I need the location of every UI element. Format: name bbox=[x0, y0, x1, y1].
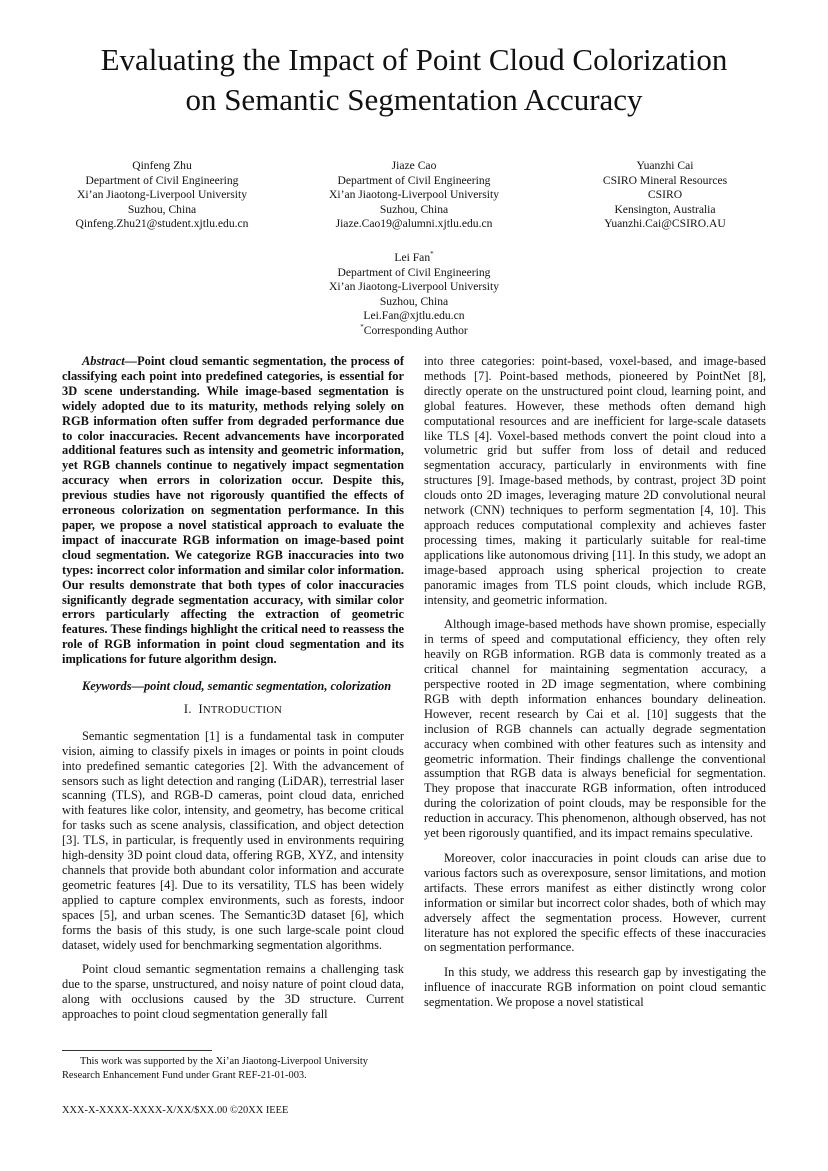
footnote-divider bbox=[62, 1050, 212, 1051]
author-block-4 bbox=[294, 251, 534, 339]
author-block-3 bbox=[545, 159, 785, 232]
paper-title bbox=[40, 40, 788, 120]
author-block-1 bbox=[42, 159, 282, 232]
paragraph: In this study, we address this research gap by investigating the influence of inaccurate RGB information on point cloud semantic segmentation. We propose a novel statistical bbox=[424, 965, 766, 1010]
paragraph: Point cloud semantic segmentation remains a challenging task due to the sparse, unstructured, and noisy nature of point cloud data, along with occlusions caused by the 3D structure. Current approaches to point cloud segmentation generally fall bbox=[62, 962, 404, 1022]
paragraph: Moreover, color inaccuracies in point clouds can arise due to various factors such as overexposure, sensor limitations, and motion artifacts. These errors manifest as either distinctly wrong color information or similar but incorrect color shades, both of which may adversely affect the segmentation process. However, current literature has not explored the specific effects of these inaccuracies on segmentation performance. bbox=[424, 851, 766, 955]
title-line-1: Evaluating the Impact of Point Cloud Colorization bbox=[100, 42, 728, 77]
paragraph: into three categories: point-based, voxel-based, and image-based methods [7]. Point-based methods, pioneered by PointNet [8], directly operate on the unstructured point cloud, learning point, and global features. However, these methods often demand high computational resources and are inefficient for large-scale datasets like TLS [4]. Voxel-based methods convert the point cloud into a volumetric grid but suffer from loss of detail and reduced segmentation accuracy, particularly in environments with fine structures [9]. Image-based methods, by contrast, project 3D point clouds onto 2D images, leveraging mature 2D convolutional neural network (CNN) techniques to perform segmentation [4, 10]. This approach reduces computational complexity and achieves faster processing times, making it particularly suitable for real-time applications like autonomous driving [11]. In this study, we adopt an image-based approach using spherical projection to create panoramic images from TLS point clouds, which include RGB, intensity, and geometric information. bbox=[424, 354, 766, 607]
section-title-rest: NTRODUCTION bbox=[202, 704, 283, 716]
author-dept: Department of Civil Engineering bbox=[337, 173, 491, 187]
copyright-line: XXX-X-XXXX-XXXX-X/XX/$XX.00 ©20XX IEEE bbox=[62, 1105, 289, 1116]
author-name: Lei Fan bbox=[394, 251, 431, 264]
funding-note: This work was supported by the Xi’an Jiaotong-Liverpool University Research Enhancement Fund under Grant REF-21-01-003. bbox=[62, 1056, 369, 1081]
corresponding-mark: * bbox=[430, 250, 434, 259]
author-block-2 bbox=[294, 159, 534, 232]
corresponding-note-row bbox=[294, 324, 534, 339]
author-email: Yuanzhi.Cai@CSIRO.AU bbox=[604, 217, 726, 231]
author-name: Yuanzhi Cai bbox=[636, 159, 694, 172]
keywords: Keywords—point cloud, semantic segmentation, colorization bbox=[82, 679, 392, 694]
author-org: Xi’an Jiaotong-Liverpool University bbox=[76, 188, 247, 202]
left-column bbox=[62, 354, 404, 1022]
section-heading-introduction bbox=[62, 702, 404, 719]
title-line-2: on Semantic Segmentation Accuracy bbox=[185, 82, 643, 117]
author-location: Suzhou, China bbox=[379, 294, 449, 308]
abstract-text: Point cloud semantic segmentation, the process of classifying each point into predefined categories, is essential for 3D scene understanding. While image-based segmentation is widely adopted due to its maturity, methods relying solely on RGB information often suffer from degraded performance due to color inaccuracies. Recent advancements have incorporated additional features such as intensity and geometric information, yet RGB channels continue to negatively impact segmentation accuracy when errors in colorization occur. Despite this, previous studies have not rigorously quantified the effects of erroneous colorization on segmentation performance. In this paper, we propose a novel statistical approach to evaluate the impact of inaccurate RGB information on image-based point cloud segmentation. We categorize RGB inaccuracies into two types: incorrect color information and similar color information. Our results demonstrate that both types of color inaccuracies significantly degrade segmentation accuracy, with similar color errors particularly affecting the extraction of geometric features. These findings highlight the critical need to reassess the role of RGB information in point cloud segmentation and its implications for future algorithm design. bbox=[62, 354, 404, 667]
abstract bbox=[62, 354, 404, 667]
author-name-row bbox=[294, 251, 534, 266]
paragraph: Although image-based methods have shown promise, especially in terms of speed and computational efficiency, they often rely heavily on RGB information. RGB data is commonly treated as a critical channel for maintaining segmentation accuracy, a perspective rooted in 2D image segmentation, where combining RGB with depth information enhances boundary delineation. However, recent research by Cai et al. [10] suggests that the inclusion of RGB channels can actually degrade segmentation accuracy when combined with other features such as intensity and geometric information. Their findings challenge the conventional assumption that RGB data is always beneficial for segmentation. They propose that inaccurate RGB information, often introduced during the colorization of point clouds, may be responsible for the reduction in accuracy. This phenomenon, although observed, has not yet been rigorously quantified, and its impact remains speculative. bbox=[424, 617, 766, 841]
author-location: Kensington, Australia bbox=[614, 202, 716, 216]
author-email: Qinfeng.Zhu21@student.xjtlu.edu.cn bbox=[75, 217, 249, 231]
author-name: Qinfeng Zhu bbox=[132, 159, 192, 172]
author-email: Lei.Fan@xjtlu.edu.cn bbox=[363, 309, 465, 323]
corresponding-note-mark: * bbox=[360, 323, 364, 332]
section-number: I. bbox=[183, 701, 192, 716]
author-location: Suzhou, China bbox=[127, 202, 197, 216]
author-email: Jiaze.Cao19@alumni.xjtlu.edu.cn bbox=[335, 217, 493, 231]
author-location: Suzhou, China bbox=[379, 202, 449, 216]
author-org: Xi’an Jiaotong-Liverpool University bbox=[328, 280, 499, 294]
author-dept: CSIRO Mineral Resources bbox=[602, 173, 728, 187]
corresponding-note: Corresponding Author bbox=[363, 323, 468, 337]
author-org: CSIRO bbox=[647, 188, 683, 202]
abstract-label: Abstract— bbox=[82, 354, 138, 368]
author-dept: Department of Civil Engineering bbox=[337, 265, 491, 279]
author-dept: Department of Civil Engineering bbox=[85, 173, 239, 187]
right-column bbox=[424, 354, 766, 1020]
paragraph: Semantic segmentation [1] is a fundamental task in computer vision, aiming to classify pixels in images or points in point clouds into predefined semantic categories [2]. With the advancement of sensors such as light detection and ranging (LiDAR), terrestrial laser scanning (TLS), and RGB-D cameras, point cloud data, enriched with features like color, intensity, and geometry, has become critical for tasks such as scene analysis, classification, and object detection [3]. TLS, in particular, is frequently used in environments requiring high-density 3D point cloud data, offering RGB, XYZ, and intensity channels that provide both abundant color information and accurate geometric features [4]. Due to its versatility, TLS has been widely applied to capture complex environments, such as forests, indoor spaces [5], and urban scenes. The Semantic3D dataset [6], which forms the basis of this study, is one such large-scale point cloud dataset, widely used for benchmarking segmentation algorithms. bbox=[62, 728, 404, 952]
author-org: Xi’an Jiaotong-Liverpool University bbox=[328, 188, 499, 202]
author-name: Jiaze Cao bbox=[391, 159, 437, 172]
section-title-initial: I bbox=[198, 701, 203, 716]
footnote bbox=[62, 1050, 407, 1082]
